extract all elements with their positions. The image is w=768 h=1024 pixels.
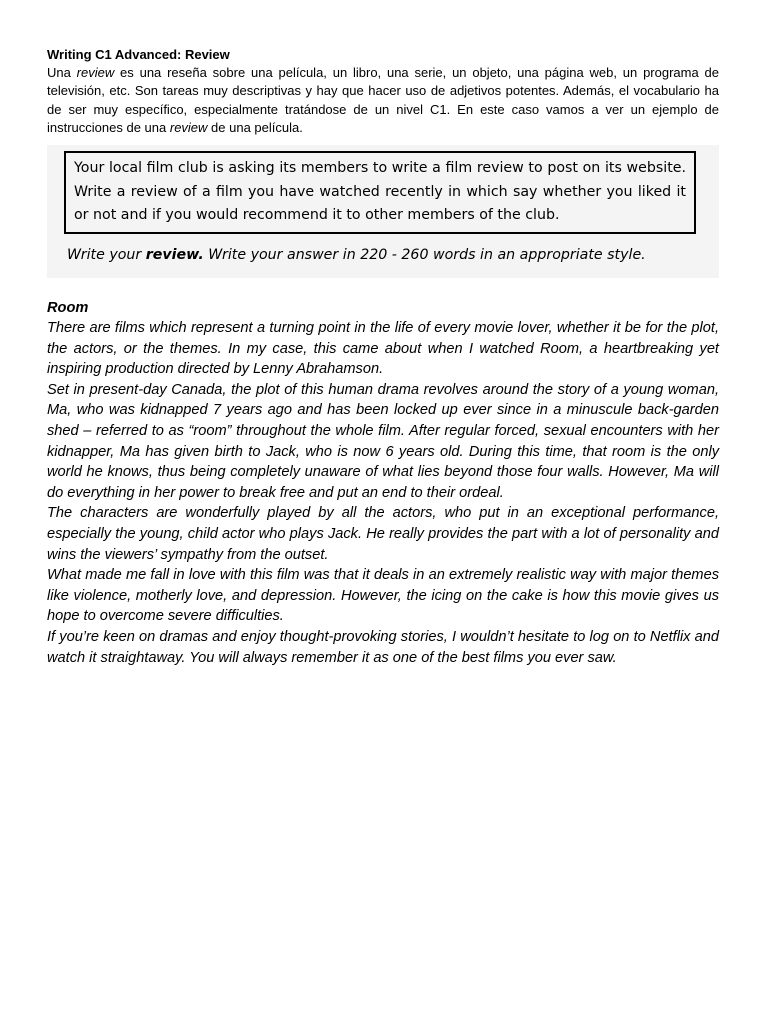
intro-review-term-2: review [169, 119, 208, 135]
task-footer-bold: review. [145, 246, 204, 263]
intro-word-una: Una [47, 65, 71, 81]
sample-review [47, 298, 719, 669]
task-footer-prefix: Write your [67, 246, 146, 263]
document-page [47, 46, 719, 668]
task-footer-suffix: Write your answer in 220 - 260 words in an appropriate style. [203, 246, 646, 263]
intro-text-part1: es una reseña sobre una película, un libro, una serie, un objeto, una página web, un programa de televisión, etc. Son tareas muy descriptivas y hay que hacer uso de adjetivos potentes. Además, el vocabulario ha de ser muy específico, especialmente tratándose de un nivel C1. En este caso vamos a ver un ejemplo de instrucciones de una [47, 65, 719, 135]
review-paragraph-3: The characters are wonderfully played by all the actors, who put in an exceptional performance, especially the young, child actor who plays Jack. He really provides the part with a lot of personality and wins the viewers’ sympathy from the outset. [47, 505, 719, 563]
intro-title: Writing C1 Advanced: Review [47, 47, 230, 62]
review-paragraph-4: What made me fall in love with this film was that it deals in an extremely realistic way with major themes like violence, motherly love, and depression. However, the icing on the cake is how this movie gives us hope to overcome severe difficulties. [47, 567, 719, 625]
task-instructions-box: Your local film club is asking its members to write a film review to post on its website. Write a review of a film you have watched recently in which say whether you liked it or not and if you would recommend it to other members of the club. [64, 151, 696, 234]
intro-paragraph [47, 64, 719, 137]
review-paragraph-5: If you’re keen on dramas and enjoy thought-provoking stories, I wouldn’t hesitate to log on to Netflix and watch it straightaway. You will always remember it as one of the best films you ever saw. [47, 629, 719, 666]
intro-text-part2: de una película. [207, 119, 303, 135]
task-instructions-figure [47, 145, 719, 278]
review-paragraph-2: Set in present-day Canada, the plot of this human drama revolves around the story of a young woman, Ma, who was kidnapped 7 years ago and has been locked up ever since in a minuscule back-garden shed – referred to as “room” throughout the whole film. After regular forced, sexual encounters with her kidnapper, Ma has given birth to Jack, who is now 6 years old. During this time, that room is the only world he knows, thus being completely unaware of what lies beyond those four walls. However, Ma will do everything in her power to break free and put an end to their ordeal. [47, 381, 719, 501]
review-title: Room [47, 299, 89, 316]
review-paragraph-1: There are films which represent a turning point in the life of every movie lover, whether it be for the plot, the actors, or the themes. In my case, this came about when I watched Room, a heartbreaking yet inspiring production directed by Lenny Abrahamson. [47, 320, 719, 378]
intro-review-term: review [76, 65, 115, 81]
task-footer-instruction [67, 246, 719, 264]
